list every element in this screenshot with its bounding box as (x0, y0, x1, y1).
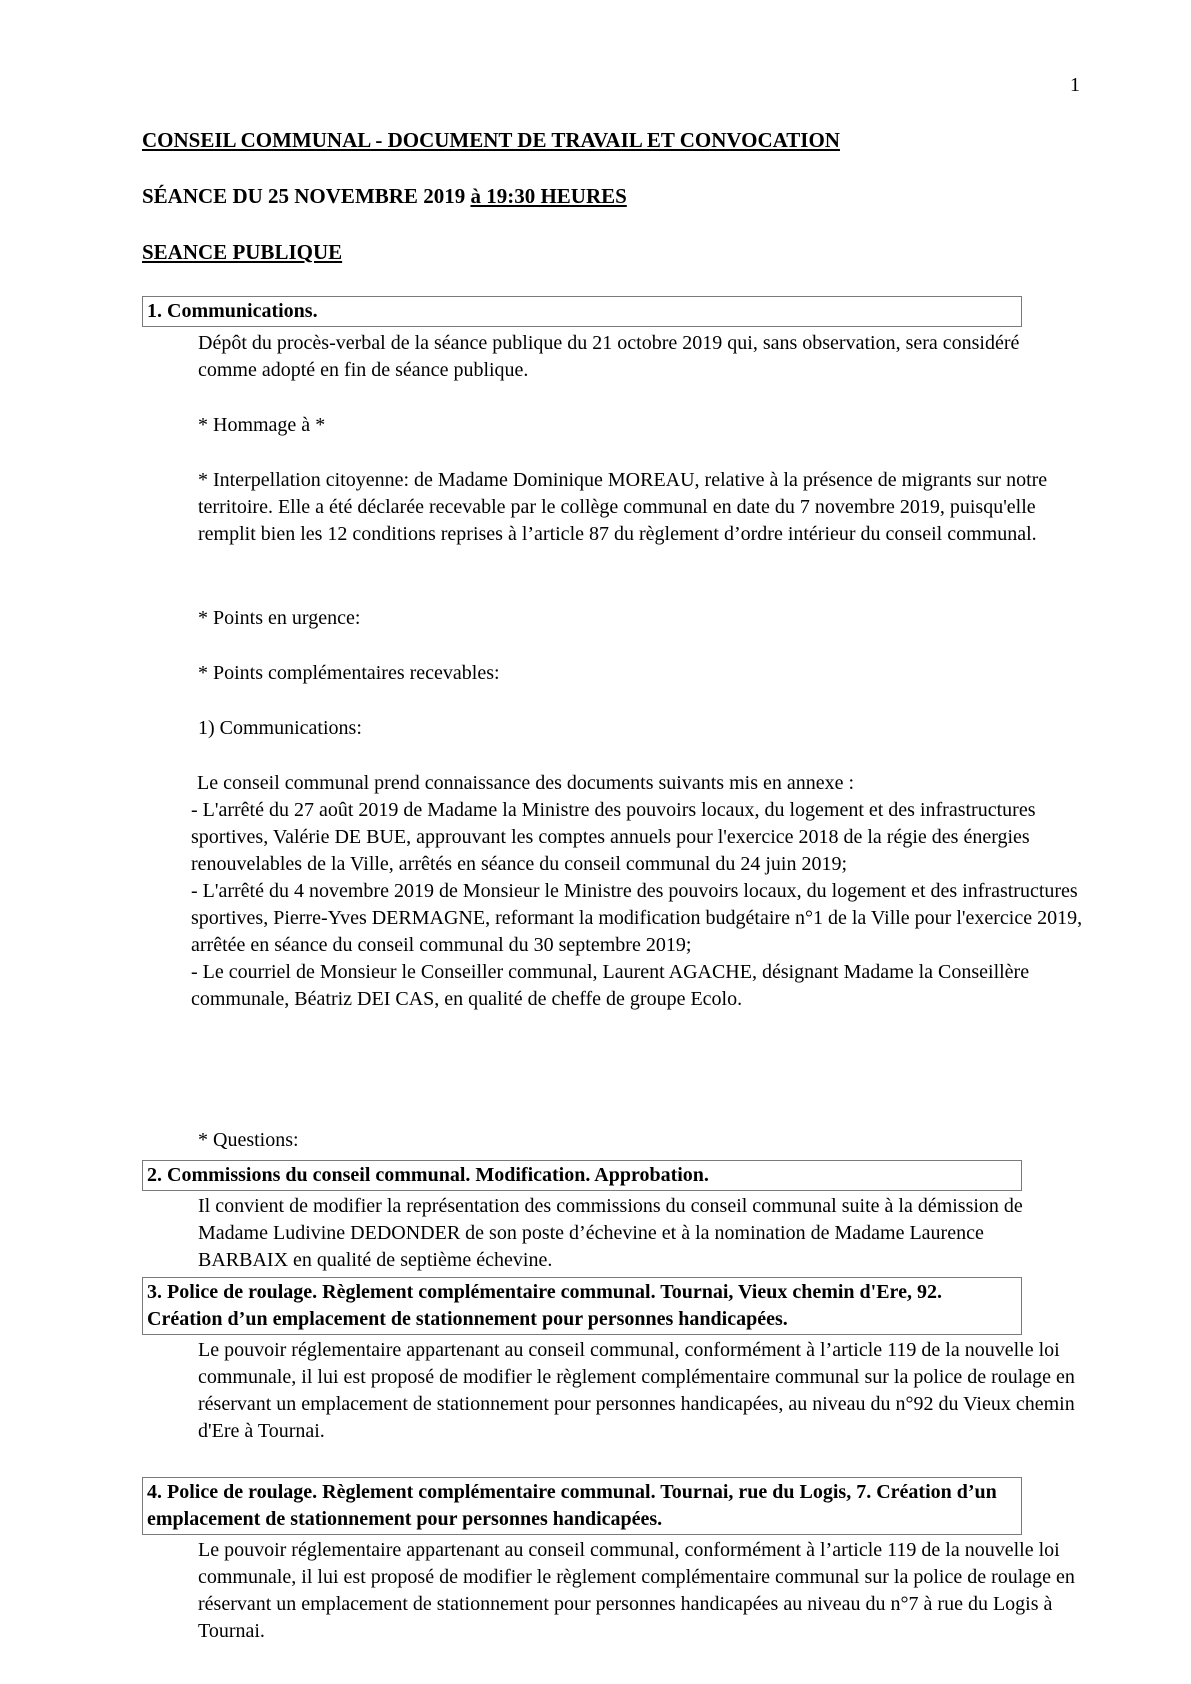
item-1-urgence: * Points en urgence: (198, 607, 361, 629)
annex-line: - L'arrêté du 27 août 2019 de Madame la Ministre des pouvoirs locaux, du logement et des infrastructures sportives, Valérie DE BUE, approuvant les comptes annuels pour l'exercice 2018 de la régie des énergies renouvelables de la Ville, arrêtés en séance du conseil communal du 24 juin 2019; (191, 799, 1036, 875)
item-2-heading: 2. Commissions du conseil communal. Modification. Approbation. (142, 1160, 1022, 1191)
item-1-body (198, 330, 1078, 384)
item-3-heading: 3. Police de roulage. Règlement complémentaire communal. Tournai, Vieux chemin d'Ere, 92. Création d’un emplacement de stationnement pour personnes handicapées. (142, 1277, 1022, 1335)
item-1-questions: * Questions: (198, 1129, 299, 1151)
item-4-heading: 4. Police de roulage. Règlement complémentaire communal. Tournai, rue du Logis, 7. Création d’un emplacement de stationnement pour personnes handicapées. (142, 1477, 1022, 1535)
session-type: SEANCE PUBLIQUE (142, 240, 343, 264)
item-1-hommage: * Hommage à * (198, 414, 326, 436)
item-1-annex (191, 770, 1091, 1013)
session-date-prefix: SÉANCE DU 25 NOVEMBRE 2019 (142, 184, 471, 208)
item-1-paragraph-pv: Dépôt du procès-verbal de la séance publique du 21 octobre 2019 qui, sans observation, sera considéré comme adopté en fin de séance publique. (198, 332, 1020, 381)
annex-intro: Le conseil communal prend connaissance des documents suivants mis en annexe : (197, 772, 855, 794)
item-4-body: Le pouvoir réglementaire appartenant au conseil communal, conformément à l’article 119 de la nouvelle loi communale, il lui est proposé de modifier le règlement complémentaire communal sur la police de roulage en réservant un emplacement de stationnement pour personnes handicapées au niveau du n°7 à rue du Logis à Tournai. (198, 1539, 1075, 1642)
item-1-complementaires: * Points complémentaires recevables: (198, 662, 500, 684)
annex-line: - L'arrêté du 4 novembre 2019 de Monsieur le Ministre des pouvoirs locaux, du logement et des infrastructures sportives, Pierre-Yves DERMAGNE, reformant la modification budgétaire n°1 de la Ville pour l'exercice 2019, arrêtée en séance du conseil communal du 30 septembre 2019; (191, 880, 1083, 956)
page-number: 1 (1070, 74, 1080, 96)
session-date (142, 184, 627, 209)
item-1-communications: 1) Communications: (198, 717, 362, 739)
item-1-interpellation: * Interpellation citoyenne: de Madame Dominique MOREAU, relative à la présence de migrants sur notre territoire. Elle a été déclarée recevable par le collège communal en date du 7 novembre 2019, puisqu'elle remplit bien les 12 conditions reprises à l’article 87 du règlement d’ordre intérieur du conseil communal. (198, 469, 1048, 545)
item-3-body: Le pouvoir réglementaire appartenant au conseil communal, conformément à l’article 119 de la nouvelle loi communale, il lui est proposé de modifier le règlement complémentaire communal sur la police de roulage en réservant un emplacement de stationnement pour personnes handicapées, au niveau du n°92 du Vieux chemin d'Ere à Tournai. (198, 1339, 1075, 1442)
document-title: CONSEIL COMMUNAL - DOCUMENT DE TRAVAIL ET CONVOCATION (142, 128, 840, 152)
annex-line: - Le courriel de Monsieur le Conseiller communal, Laurent AGACHE, désignant Madame la Conseillère communale, Béatriz DEI CAS, en qualité de cheffe de groupe Ecolo. (191, 961, 1030, 1010)
item-2-body: Il convient de modifier la représentation des commissions du conseil communal suite à la démission de Madame Ludivine DEDONDER de son poste d’échevine et à la nomination de Madame Laurence BARBAIX en qualité de septième échevine. (198, 1195, 1023, 1271)
item-1-heading: 1. Communications. (142, 296, 1022, 327)
session-time: à 19:30 HEURES (470, 184, 627, 208)
